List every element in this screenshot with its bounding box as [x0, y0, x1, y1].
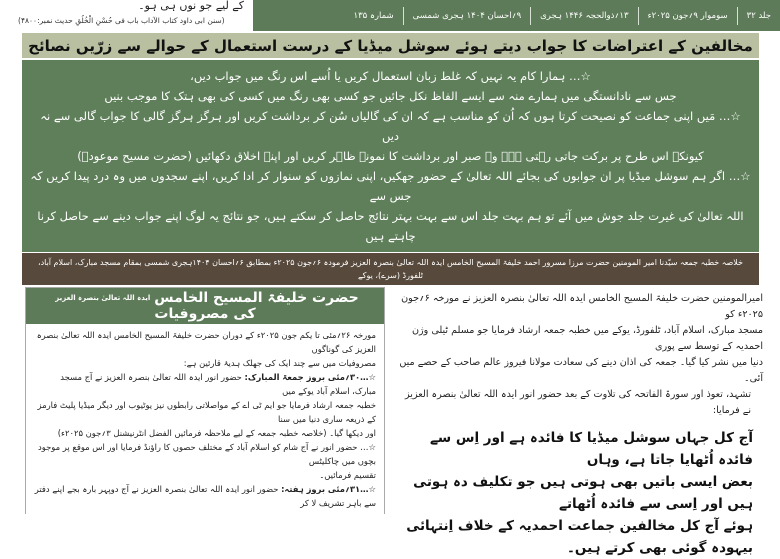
activity-line: اور دیکھا گیا۔ (خلاصہ خطبہ جمعہ کے لیے ملاحظہ فرمائیں الفضل انٹرنیشنل ۳؍جون ۲۰۲۵ء) [57, 428, 376, 438]
highlight-quotes-box [22, 60, 759, 252]
hadith-citation: (سنن ابی داود کتاب الآداب باب فی حُسْنِ الْخُلُقِ حدیث نمبر:۴۸۰۰) [18, 16, 225, 25]
previous-text: کے لیے جو نوں ہی ہو۔ [138, 0, 244, 12]
highlight-line: ہوئے آج کل مخالفین جماعت احمدیہ کے خلاف اِنتہائی بیہودہ گوئی بھی کرتے ہیں۔ [406, 518, 753, 556]
highlight-line: بعض ایسی باتیں بھی ہوتی ہیں جو تکلیف دہ ہوتی ہیں اور اِسی سے فائدہ اُٹھاتے [413, 474, 753, 512]
quote-line: ☆… اگر ہم سوشل میڈیا پر ان جوابوں کی بجائے اللہ تعالیٰ کے حضور جھکیں، اپنی نمازوں کو سنوار کر ادا کریں، اپنے سجدوں میں وہ درد پیدا کریں کہ جس سے [30, 169, 751, 203]
highlight-line: آج کل جہاں سوشل میڈیا کا فائدہ ہے اور اِس سے فائدہ اُٹھایا جاتا ہے، وہاں [429, 430, 753, 468]
page-headline: مخالفین کے اعتراضات کا جواب دیتے ہوئے سوشل میڈیا کے درست استعمال کے حوالے سے زرّیں نصائح [22, 33, 759, 58]
activity-line: تقسیم فرمائیں۔ [319, 470, 376, 480]
date-shamsi: ۹؍احسان ۱۴۰۴ ہجری شمسی [403, 7, 530, 25]
activities-honorific: ایدہ اللہ تعالیٰ بنصرہ العزیز [55, 294, 151, 302]
activity-line: مصروفیات میں سے چند ایک کی جھلک ہدیۂ قارئین ہے: [183, 358, 376, 368]
article-line: مسجد مبارک، اسلام آباد، ٹلفورڈ، یوکے میں خطبہ جمعہ ارشاد فرمایا جو مسلم ٹیلی وژن احمدیہ کے توسط سے پوری [411, 325, 763, 352]
activities-title: حضرت خلیفۃ المسیح الخامس [154, 290, 359, 306]
issue-number: شمارہ ۱۳۵ [353, 10, 394, 21]
sermon-article [398, 291, 763, 559]
activity-line: مورخہ ۲۶؍مئی تا یکم جون ۲۰۲۵ء کے دوران حضرت خلیفۃ المسیح الخامس ایدہ اللہ تعالیٰ بنصرہ العزیز کی گوناگوں [36, 330, 376, 354]
activity-line: ☆…۳۱؍مئی بروز ہفتہ: حضور انور ایدہ اللہ تعالیٰ بنصرہ العزیز نے آج دوپہر بارہ بجے اپنے دفتر سے باہر تشریف لا کر [34, 484, 376, 508]
lower-columns [0, 287, 780, 559]
quote-line: ☆… ہمارا کام یہ نہیں کہ غلط زبان استعمال کریں یا اُسے اس رنگ میں جواب دیں، [190, 69, 591, 83]
volume: جلد ۳۲ [737, 7, 780, 25]
top-row [0, 0, 780, 31]
date-gregorian: سوموار ۹؍جون ۲۰۲۵ء [638, 7, 737, 25]
quote-line: جس سے نادانستگی میں ہمارے منہ سے ایسے الفاظ نکل جائیں جو کسی بھی رنگ میں کسی کی بھی ہتک کا موجب بنیں [104, 89, 677, 103]
previous-article-snippet [0, 0, 252, 31]
activity-line: ☆…۳۰؍مئی بروز جمعۃ المبارک: حضور انور ایدہ اللہ تعالیٰ بنصرہ العزیز نے آج مسجد مبارک، اسلام آباد یوکے میں [60, 372, 376, 396]
quote-line: کیونکہ اس طرح پر برکت جاتی رہتی ہے۔ وہ صبر اور برداشت کا نمونہ ظاہر کریں اور اپنے اخلاق دکھائیں (حضرت مسیح موعودؑ) [77, 149, 704, 163]
article-line: دنیا میں نشر کیا گیا۔ جمعہ کی اذان دینے کی سعادت مولانا فیروز عالم صاحب کے حصے میں آئی۔ [399, 357, 763, 384]
article-highlight [398, 427, 763, 559]
sermon-summary-bar: خلاصہ خطبہ جمعہ سیّدنا امیر المومنین حضرت مرزا مسرور احمد خلیفۃ المسیح الخامس ایدہ اللہ تعالیٰ بنصرہ العزیز فرمودہ ۶؍جون ۲۰۲۵ء بمطابق ۶؍احسان ۱۴۰۴ہجری شمسی بمقام مسجد مبارک، اسلام آباد، ٹلفورڈ (سرے)، یوکے [22, 253, 759, 285]
article-line: امیرالمومنین حضرت خلیفۃ المسیح الخامس ایدہ اللہ تعالیٰ بنصرہ العزیز نے مورخہ ۶؍جون ۲۰۲۵ء کو [401, 293, 763, 320]
quote-line: اللہ تعالیٰ کی غیرت جلد جوش میں آئے تو ہم بہت جلد اس سے بہت بہتر نتائج حاصل کر سکتے ہیں، جو نتائج یہ لوگ اپنے جواب دینے سے حاصل کرنا چاہتے ہیں [37, 209, 744, 243]
activities-box [25, 287, 385, 514]
masthead-bar [253, 0, 780, 31]
article-line: تشہد، تعوذ اور سورۃ الفاتحہ کی تلاوت کے بعد حضور انور ایدہ اللہ تعالیٰ بنصرہ العزیز نے فرمایا: [405, 389, 751, 416]
activity-line: خطبہ جمعہ ارشاد فرمایا جو ایم ٹی اے کے مواصلاتی رابطوں نیز یوٹیوب اور دیگر میڈیا پلیٹ فارمز کے ذریعہ ساری دنیا میں سنا [37, 400, 376, 424]
quote-line: ☆… مَیں اپنی جماعت کو نصیحت کرتا ہوں کہ اُن کو مناسب ہے کہ ان کی گالیاں سُن کر برداشت کریں اور ہرگز ہرگز گالی کا جواب گالی سے نہ دیں [40, 109, 741, 143]
activity-line: ☆… حضور انور نے آج شام کو اسلام آباد کے مختلف حصوں کا راؤنڈ فرمایا اور اس موقع پر موجود بچوں میں چاکلیٹس [38, 442, 376, 466]
activities-header [26, 288, 384, 324]
activities-body [26, 324, 384, 514]
date-hijri: ۱۳؍ذوالحجہ ۱۴۴۶ ہجری [530, 7, 637, 25]
activities-title-end: کی مصروفیات [154, 306, 256, 322]
